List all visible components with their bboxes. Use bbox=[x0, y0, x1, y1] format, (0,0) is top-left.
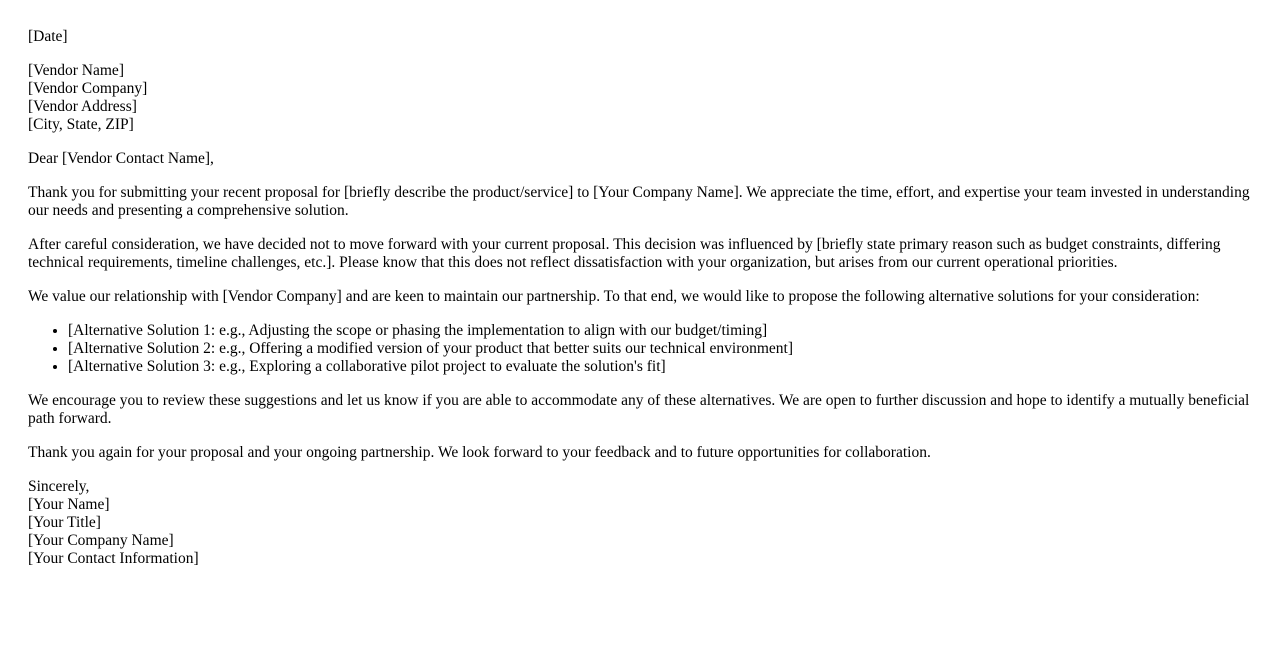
signature-block bbox=[28, 478, 1250, 568]
signer-name: [Your Name] bbox=[28, 496, 110, 513]
signer-company: [Your Company Name] bbox=[28, 532, 174, 549]
recipient-company: [Vendor Company] bbox=[28, 80, 148, 97]
paragraph-thanks: Thank you for submitting your recent proposal for [briefly describe the product/service] to [Your Company Name]. We appreciate the time, effort, and expertise your team invested in understanding our needs and presenting a comprehensive solution. bbox=[28, 184, 1250, 219]
signer-title: [Your Title] bbox=[28, 514, 101, 531]
list-item: • [Alternative Solution 1: e.g., Adjusting the scope or phasing the implementation to align with our budget/timing] bbox=[68, 322, 1250, 340]
closing: Sincerely, bbox=[28, 478, 90, 495]
paragraph-encourage-review: We encourage you to review these suggestions and let us know if you are able to accommodate any of these alternatives. We are open to further discussion and hope to identify a mutually beneficial path forward. bbox=[28, 392, 1250, 427]
letter-date: [Date] bbox=[28, 28, 68, 45]
paragraph-closing-thanks: Thank you again for your proposal and your ongoing partnership. We look forward to your feedback and to future opportunities for collaboration. bbox=[28, 444, 931, 461]
recipient-name: [Vendor Name] bbox=[28, 62, 124, 79]
letter-date-block bbox=[28, 28, 1250, 46]
list-item: • [Alternative Solution 2: e.g., Offering a modified version of your product that better suits our technical environment] bbox=[68, 340, 1250, 358]
letter-document bbox=[28, 28, 1250, 584]
list-item: • [Alternative Solution 3: e.g., Exploring a collaborative pilot project to evaluate the solution's fit] bbox=[68, 358, 1250, 376]
salutation: Dear [Vendor Contact Name], bbox=[28, 150, 214, 167]
recipient-address: [Vendor Address] bbox=[28, 98, 137, 115]
recipient-address-block bbox=[28, 62, 1250, 134]
paragraph-alternatives-intro: We value our relationship with [Vendor Company] and are keen to maintain our partnership. To that end, we would like to propose the following alternative solutions for your consideration: bbox=[28, 288, 1200, 305]
signer-contact: [Your Contact Information] bbox=[28, 550, 199, 567]
recipient-city-state-zip: [City, State, ZIP] bbox=[28, 116, 134, 133]
paragraph-decision: After careful consideration, we have decided not to move forward with your current proposal. This decision was influenced by [briefly state primary reason such as budget constraints, differing technical requirements, timeline challenges, etc.]. Please know that this does not reflect dissatisfaction with your organization, but arises from our current operational priorities. bbox=[28, 236, 1221, 271]
alternatives-list bbox=[28, 322, 1250, 376]
